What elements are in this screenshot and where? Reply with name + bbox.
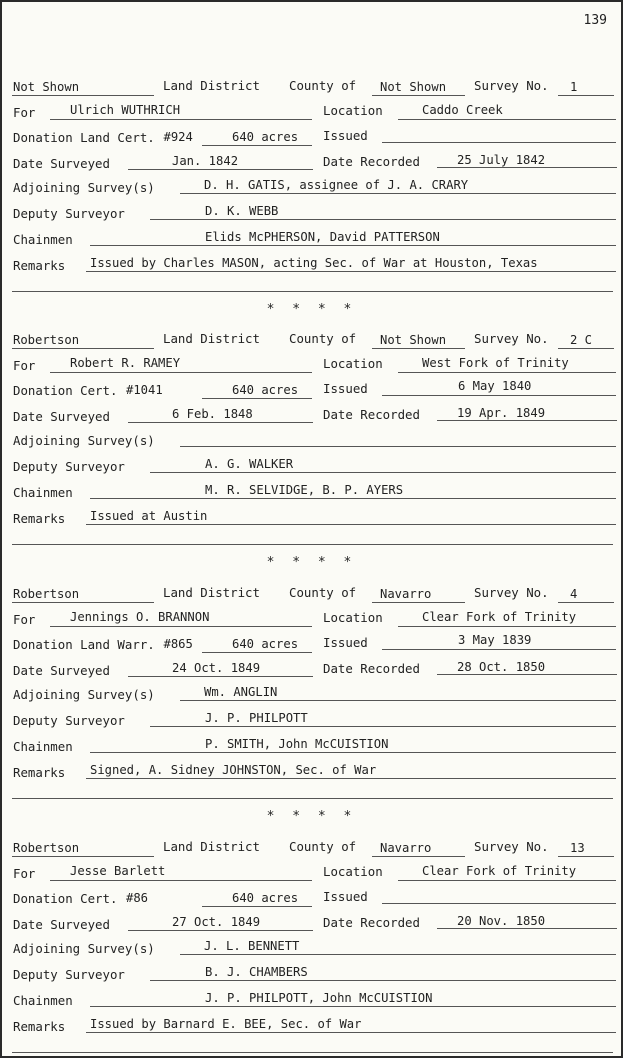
date-surveyed-value: 6 Feb. 1848 [172, 407, 253, 421]
issued-label: Issued [323, 635, 368, 650]
remarks-label: Remarks [13, 1019, 66, 1034]
issued-underline [382, 142, 616, 143]
cert-label: Donation Land Cert. [13, 130, 155, 145]
record-divider [12, 544, 613, 545]
date-surveyed-underline [128, 930, 313, 931]
location-underline [398, 880, 616, 881]
deputy-underline [150, 726, 616, 727]
remarks-value: Issued at Austin [90, 509, 208, 523]
date-recorded-label: Date Recorded [323, 915, 420, 930]
remarks-underline [86, 1032, 616, 1033]
location-value: Clear Fork of Trinity [422, 864, 577, 878]
deputy-label: Deputy Surveyor [13, 713, 125, 728]
for-label: For [13, 612, 36, 627]
survey-no-label: Survey No. [474, 331, 549, 346]
issued-value: 3 May 1839 [458, 633, 532, 647]
chainmen-value: J. P. PHILPOTT, John McCUISTION [205, 991, 433, 1005]
county-label: County of [289, 78, 357, 93]
issued-label: Issued [323, 381, 368, 396]
cert-label: Donation Cert. [13, 891, 118, 906]
date-recorded-underline [437, 928, 617, 929]
adjoining-underline [180, 193, 616, 194]
record-divider [12, 291, 613, 292]
survey-no-value: 2 C [570, 333, 593, 347]
land-district-label: Land District [163, 839, 260, 854]
deputy-underline [150, 472, 616, 473]
land-district-label: Land District [163, 78, 260, 93]
adjoining-underline [180, 954, 616, 955]
for-label: For [13, 358, 36, 373]
chainmen-value: M. R. SELVIDGE, B. P. AYERS [205, 483, 404, 497]
remarks-label: Remarks [13, 765, 66, 780]
chainmen-label: Chainmen [13, 993, 73, 1008]
for-underline [50, 119, 312, 120]
survey-no-underline [558, 602, 614, 603]
date-surveyed-underline [128, 422, 313, 423]
location-label: Location [323, 103, 383, 118]
district-underline [12, 856, 154, 857]
acres-value: 640 acres [232, 891, 299, 905]
survey-no-underline [558, 348, 614, 349]
acres-value: 640 acres [232, 130, 299, 144]
for-value: Robert R. RAMEY [70, 356, 181, 370]
location-value: Clear Fork of Trinity [422, 610, 577, 624]
date-recorded-value: 28 Oct. 1850 [457, 660, 546, 674]
for-value: Ulrich WUTHRICH [70, 103, 181, 117]
district-value: Not Shown [13, 80, 80, 94]
deputy-value: B. J. CHAMBERS [205, 965, 308, 979]
date-surveyed-value: 27 Oct. 1849 [172, 915, 261, 929]
cert-no-value: #865 [163, 637, 193, 651]
adjoining-label: Adjoining Survey(s) [13, 433, 155, 448]
deputy-label: Deputy Surveyor [13, 967, 125, 982]
deputy-value: J. P. PHILPOTT [205, 711, 308, 725]
survey-no-value: 13 [570, 841, 585, 855]
issued-underline [382, 395, 616, 396]
issued-label: Issued [323, 889, 368, 904]
county-label: County of [289, 331, 357, 346]
survey-no-value: 1 [570, 80, 578, 94]
survey-no-underline [558, 856, 614, 857]
record-separator: * * * * [266, 555, 357, 570]
district-underline [12, 602, 154, 603]
for-underline [50, 880, 312, 881]
issued-underline [382, 649, 616, 650]
county-label: County of [289, 585, 357, 600]
date-recorded-underline [437, 674, 617, 675]
for-value: Jennings O. BRANNON [70, 610, 210, 624]
county-value: Navarro [380, 841, 432, 855]
remarks-underline [86, 778, 616, 779]
district-value: Robertson [13, 587, 80, 601]
location-label: Location [323, 864, 383, 879]
acres-underline [202, 906, 312, 907]
adjoining-label: Adjoining Survey(s) [13, 687, 155, 702]
date-surveyed-label: Date Surveyed [13, 663, 110, 678]
deputy-underline [150, 980, 616, 981]
land-district-label: Land District [163, 331, 260, 346]
adjoining-value: J. L. BENNETT [204, 939, 300, 953]
district-value: Robertson [13, 841, 80, 855]
cert-label: Donation Cert. [13, 383, 118, 398]
remarks-underline [86, 524, 616, 525]
cert-no-value: #924 [163, 130, 193, 144]
acres-underline [202, 398, 312, 399]
chainmen-value: Elids McPHERSON, David PATTERSON [205, 230, 440, 244]
chainmen-label: Chainmen [13, 485, 73, 500]
record-separator: * * * * [266, 302, 357, 317]
date-surveyed-underline [128, 169, 313, 170]
survey-no-label: Survey No. [474, 585, 549, 600]
issued-underline [382, 903, 616, 904]
date-surveyed-underline [128, 676, 313, 677]
cert-label: Donation Land Warr. [13, 637, 155, 652]
record-divider [12, 798, 613, 799]
county-underline [372, 348, 465, 349]
deputy-value: D. K. WEBB [205, 204, 279, 218]
county-underline [372, 95, 465, 96]
deputy-underline [150, 219, 616, 220]
county-value: Not Shown [380, 333, 447, 347]
date-recorded-label: Date Recorded [323, 154, 420, 169]
location-label: Location [323, 356, 383, 371]
survey-no-label: Survey No. [474, 78, 549, 93]
acres-value: 640 acres [232, 637, 299, 651]
page-number: 139 [583, 13, 607, 28]
adjoining-label: Adjoining Survey(s) [13, 180, 155, 195]
adjoining-label: Adjoining Survey(s) [13, 941, 155, 956]
location-underline [398, 119, 616, 120]
location-underline [398, 626, 616, 627]
issued-label: Issued [323, 128, 368, 143]
acres-value: 640 acres [232, 383, 299, 397]
date-recorded-value: 25 July 1842 [457, 153, 546, 167]
county-underline [372, 602, 465, 603]
date-surveyed-value: Jan. 1842 [172, 154, 239, 168]
chainmen-underline [90, 498, 616, 499]
date-surveyed-label: Date Surveyed [13, 917, 110, 932]
acres-underline [202, 652, 312, 653]
remarks-value: Issued by Charles MASON, acting Sec. of War at Houston, Texas [90, 256, 538, 270]
acres-underline [202, 145, 312, 146]
date-recorded-value: 20 Nov. 1850 [457, 914, 546, 928]
date-recorded-label: Date Recorded [323, 661, 420, 676]
remarks-label: Remarks [13, 511, 66, 526]
issued-value: 6 May 1840 [458, 379, 532, 393]
date-recorded-underline [437, 420, 617, 421]
deputy-label: Deputy Surveyor [13, 459, 125, 474]
deputy-label: Deputy Surveyor [13, 206, 125, 221]
chainmen-label: Chainmen [13, 232, 73, 247]
for-value: Jesse Barlett [70, 864, 166, 878]
location-underline [398, 372, 616, 373]
district-value: Robertson [13, 333, 80, 347]
adjoining-underline [180, 446, 616, 447]
date-recorded-value: 19 Apr. 1849 [457, 406, 546, 420]
location-label: Location [323, 610, 383, 625]
for-underline [50, 626, 312, 627]
location-value: West Fork of Trinity [422, 356, 569, 370]
deputy-value: A. G. WALKER [205, 457, 294, 471]
remarks-value: Signed, A. Sidney JOHNSTON, Sec. of War [90, 763, 377, 777]
chainmen-label: Chainmen [13, 739, 73, 754]
for-underline [50, 372, 312, 373]
for-label: For [13, 105, 36, 120]
district-underline [12, 348, 154, 349]
adjoining-value: Wm. ANGLIN [204, 685, 278, 699]
land-district-label: Land District [163, 585, 260, 600]
chainmen-underline [90, 1006, 616, 1007]
survey-no-label: Survey No. [474, 839, 549, 854]
county-label: County of [289, 839, 357, 854]
date-recorded-underline [437, 167, 617, 168]
county-value: Navarro [380, 587, 432, 601]
county-underline [372, 856, 465, 857]
record-separator: * * * * [266, 809, 357, 824]
cert-no-value: #1041 [126, 383, 163, 397]
survey-no-underline [558, 95, 614, 96]
record-divider [12, 1052, 613, 1053]
date-surveyed-label: Date Surveyed [13, 156, 110, 171]
chainmen-underline [90, 752, 616, 753]
chainmen-underline [90, 245, 616, 246]
remarks-value: Issued by Barnard E. BEE, Sec. of War [90, 1017, 362, 1031]
adjoining-value: D. H. GATIS, assignee of J. A. CRARY [204, 178, 469, 192]
remarks-underline [86, 271, 616, 272]
cert-no-value: #86 [126, 891, 149, 905]
for-label: For [13, 866, 36, 881]
district-underline [12, 95, 154, 96]
chainmen-value: P. SMITH, John McCUISTION [205, 737, 389, 751]
date-surveyed-value: 24 Oct. 1849 [172, 661, 261, 675]
remarks-label: Remarks [13, 258, 66, 273]
location-value: Caddo Creek [422, 103, 503, 117]
date-surveyed-label: Date Surveyed [13, 409, 110, 424]
survey-no-value: 4 [570, 587, 578, 601]
date-recorded-label: Date Recorded [323, 407, 420, 422]
adjoining-underline [180, 700, 616, 701]
county-value: Not Shown [380, 80, 447, 94]
